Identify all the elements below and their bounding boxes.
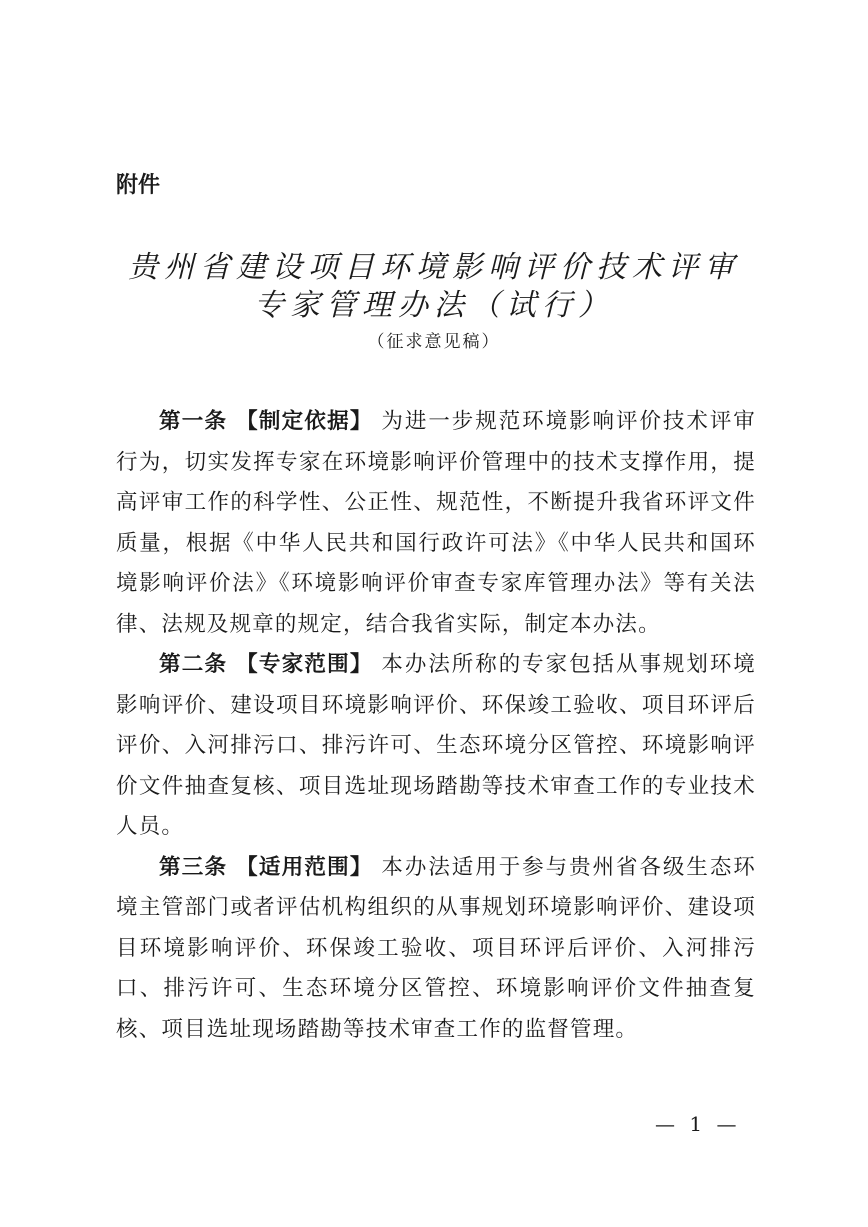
document-subtitle: （征求意见稿） <box>367 332 501 352</box>
article-2 <box>116 645 756 848</box>
article-text: 为进一步规范环境影响评价技术评审行为，切实发挥专家在环境影响评价管理中的技术支撑作用，提高评审工作的科学性、公正性、规范性，不断提升我省环评文件质量，根据《中华人民共和国行政许可法》《中华人民共和国环境影响评价法》《环境影响评价审查专家库管理办法》等有关法律、法规及规章的规定，结合我省实际，制定本办法。 <box>116 409 756 637</box>
article-number: 第一条 <box>159 409 228 434</box>
article-text: 本办法所称的专家包括从事规划环境影响评价、建设项目环境影响评价、环保竣工验收、项目环评后评价、入河排污口、排污许可、生态环境分区管控、环境影响评价文件抽查复核、项目选址现场踏勘等技术审查工作的专业技术人员。 <box>116 652 756 839</box>
article-heading: 【适用范围】 <box>236 854 373 880</box>
article-heading: 【制定依据】 <box>236 409 373 434</box>
article-3 <box>116 848 756 1051</box>
page-number: — 1 — <box>655 1112 741 1136</box>
article-heading: 【专家范围】 <box>236 652 373 677</box>
document-title-line2: 专家管理办法（试行） <box>254 288 614 323</box>
attachment-label: 附件 <box>116 173 161 198</box>
article-text: 本办法适用于参与贵州省各级生态环境主管部门或者评估机构组织的从事规划环境影响评价、建设项目环境影响评价、环保竣工验收、项目环评后评价、入河排污口、排污许可、生态环境分区管控、环境影响评价文件抽查复核、项目选址现场踏勘等技术审查工作的监督管理。 <box>116 854 756 1042</box>
article-1 <box>116 402 756 645</box>
document-title-line1: 贵州省建设项目环境影响评价技术评审 <box>128 250 740 285</box>
article-number: 第二条 <box>159 652 228 677</box>
document-body <box>116 402 756 1050</box>
article-number: 第三条 <box>159 854 228 880</box>
